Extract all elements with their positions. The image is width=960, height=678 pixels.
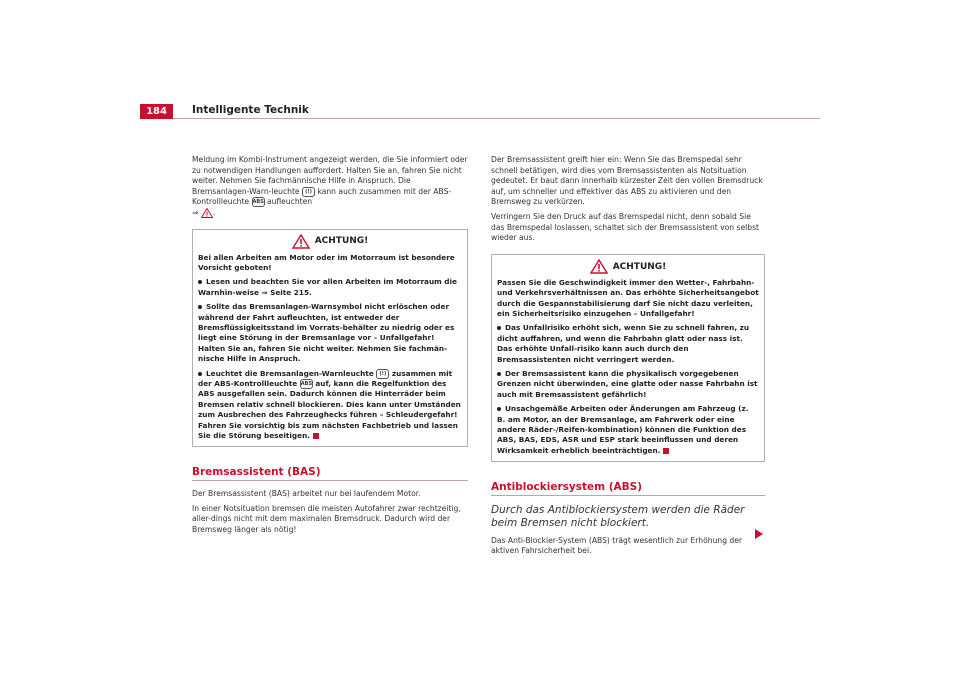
warning-triangle-icon [590, 259, 608, 274]
next-page-arrow-icon[interactable] [754, 528, 764, 540]
body-paragraph: Der Bremsassistent greift hier ein: Wenn Sie das Bremspedal sehr schnell betätigen, wird dies vom Bremsassistenten als Notsituation gedeutet. Er baut dann innerhalb kürzester Zeit den vollen Bremsdruck auf, um schneller und effektiver das ABS zu aktivieren und den Bremsweg zu verkürzen. [491, 155, 763, 207]
bullet-icon [497, 407, 501, 411]
right-column [491, 155, 765, 561]
section-paragraph: Das Anti-Blockier-System (ABS) trägt wesentlich zur Erhöhung der aktiven Fahrsicherheit bei. [491, 535, 743, 556]
warning-title: ACHTUNG! [314, 236, 369, 247]
warning-bullet-text: Leuchtet die Bremsanlagen-Warnleuchte [206, 368, 374, 378]
warning-bullet-text: Unsachgemäße Arbeiten oder Änderungen am Fahrzeug (z. B. am Motor, an der Bremsanlage, am Fahrwerk oder eine andere Räder-/Reifen-kombination) können die Funktion des ABS, BAS, EDS, ASR und ESP stark beeinflussen und deren Wirksamkeit erheblich beeinträchtigen. [497, 404, 749, 455]
bullet-icon [497, 372, 501, 376]
warning-box [192, 229, 468, 448]
warning-bullet-text: Lesen und beachten Sie vor allen Arbeiten im Motorraum die Warnhin-weise ⇒ Seite 215. [198, 277, 457, 297]
end-mark-icon [313, 433, 319, 439]
section-heading: Antiblockiersystem (ABS) [491, 482, 765, 496]
section-paragraph: In einer Notsituation bremsen die meisten Autofahrer zwar rechtzeitig, aller-dings nicht mit dem maximalen Bremsdruck. Dadurch wird der Bremsweg länger als nötig! [192, 503, 461, 534]
warning-bullet [198, 277, 462, 298]
warning-bullet [497, 404, 759, 456]
body-paragraph: Verringern Sie den Druck auf das Bremspedal nicht, denn sobald Sie das Bremspedal loslassen, schaltet sich der Bremsassistent von selbst wieder aus. [491, 211, 760, 243]
warning-box [491, 254, 765, 463]
bullet-icon [497, 326, 501, 330]
page-number: 184 [140, 104, 173, 119]
warning-lead: Bei allen Arbeiten am Motor oder im Motorraum ist besondere Vorsicht geboten! [198, 252, 455, 272]
header-rule [140, 118, 820, 119]
warning-bullet [497, 323, 759, 365]
warning-header [198, 233, 462, 251]
warning-bullet-text: auf, kann die Regelfunktion des ABS ausgefallen sein. Dadurch können die Hinterräder beim Bremsen relativ schnell blockieren. Dies kann unter Umständen zum Ausbrechen des Fahrzeughecks führen – Schleudergefahr! Fahren Sie vorsichtig bis zum nächsten Fachbetrieb und lassen Sie die Störung beseitigen. [198, 379, 461, 441]
bullet-icon [198, 280, 202, 284]
warning-bullet-text: Das Unfallrisiko erhöht sich, wenn Sie zu schnell fahren, zu dicht auffahren, und wenn die Fahrbahn glatt oder nass ist. Das erhöhte Unfall-risiko kann auch durch den Bremsassistenten nicht verringert werden. [497, 323, 750, 364]
reference-arrow: ⇒ [192, 207, 199, 217]
section-intro: Durch das Antiblockiersystem werden die Räder beim Bremsen nicht blockiert. [491, 503, 745, 529]
intro-text-c: aufleuchten [266, 197, 313, 207]
end-mark-icon [663, 448, 669, 454]
warning-header [497, 258, 759, 276]
left-column [192, 155, 468, 539]
bullet-icon [198, 372, 202, 376]
intro-text-a: Meldung im Kombi-Instrument angezeigt werden, die Sie informiert oder zu notwendigen Handlungen auffordert. Halten Sie an, fahren Sie nicht weiter. Nehmen Sie fachmännische Hilfe in Anspruch. Die Bremsanlagen-Warn-leuchte [192, 155, 468, 196]
brake-warning-icon: (!) [302, 187, 315, 197]
abs-warning-icon: ABS [252, 199, 264, 206]
bullet-icon [198, 305, 202, 309]
intro-text-b: kann auch zusammen mit der ABS-Kontrollleuchte [192, 186, 452, 207]
warning-triangle-icon [292, 234, 310, 249]
warning-bullet [497, 369, 759, 400]
warning-title: ACHTUNG! [612, 261, 667, 272]
warning-bullet [198, 369, 462, 442]
warning-bullet [198, 302, 462, 364]
brake-warning-icon: (!) [376, 369, 389, 379]
page-title: Intelligente Technik [192, 104, 309, 116]
section-paragraph: Der Bremsassistent (BAS) arbeitet nur bei laufendem Motor. [192, 489, 421, 499]
warning-bullet-text: zusammen mit der ABS-Kontrollleuchte [198, 368, 453, 389]
section-heading: Bremsassistent (BAS) [192, 467, 468, 481]
warning-lead: Passen Sie die Geschwindigkeit immer den Wetter-, Fahrbahn- und Verkehrsverhältnissen an. Das erhöhte Sicherheitsangebot durch die Gespannstabilisierung darf Sie nicht dazu verleiten, ein Sicherheitsrisiko einzugehen – Unfallgefahr! [497, 277, 759, 318]
warning-bullet-text: Sollte das Bremsanlagen-Warnsymbol nicht erlöschen oder während der Fahrt aufleuchten, ist entweder der Bremsflüssigkeitsstand im Vorrats-behälter zu niedrig oder es liegt eine Störung in der Bremsanlage vor – Unfallgefahr! Halten Sie an, fahren Sie nicht weiter. Nehmen Sie fachmän-nische Hilfe in Anspruch. [198, 302, 455, 364]
warning-triangle-icon [201, 208, 213, 218]
warning-bullet-text: Der Bremsassistent kann die physikalisch vorgegebenen Grenzen nicht überwinden, eine glatte oder nasse Fahrbahn ist auch mit Bremsassistent gefährlich! [497, 369, 758, 399]
intro-paragraph: Meldung im Kombi-Instrument angezeigt werden, die Sie informiert oder zu notwendigen Handlungen auffordert. Halten Sie an, fahren Sie nicht weiter. Nehmen Sie fachmännische Hilfe in Anspruch. Die Bremsanlagen-Warn-leuchte (!) kann auch zusammen mit der ABS-Kontrollleuchte ABS aufleuchten ⇒ . [192, 155, 468, 217]
abs-warning-icon: ABS [300, 381, 313, 388]
